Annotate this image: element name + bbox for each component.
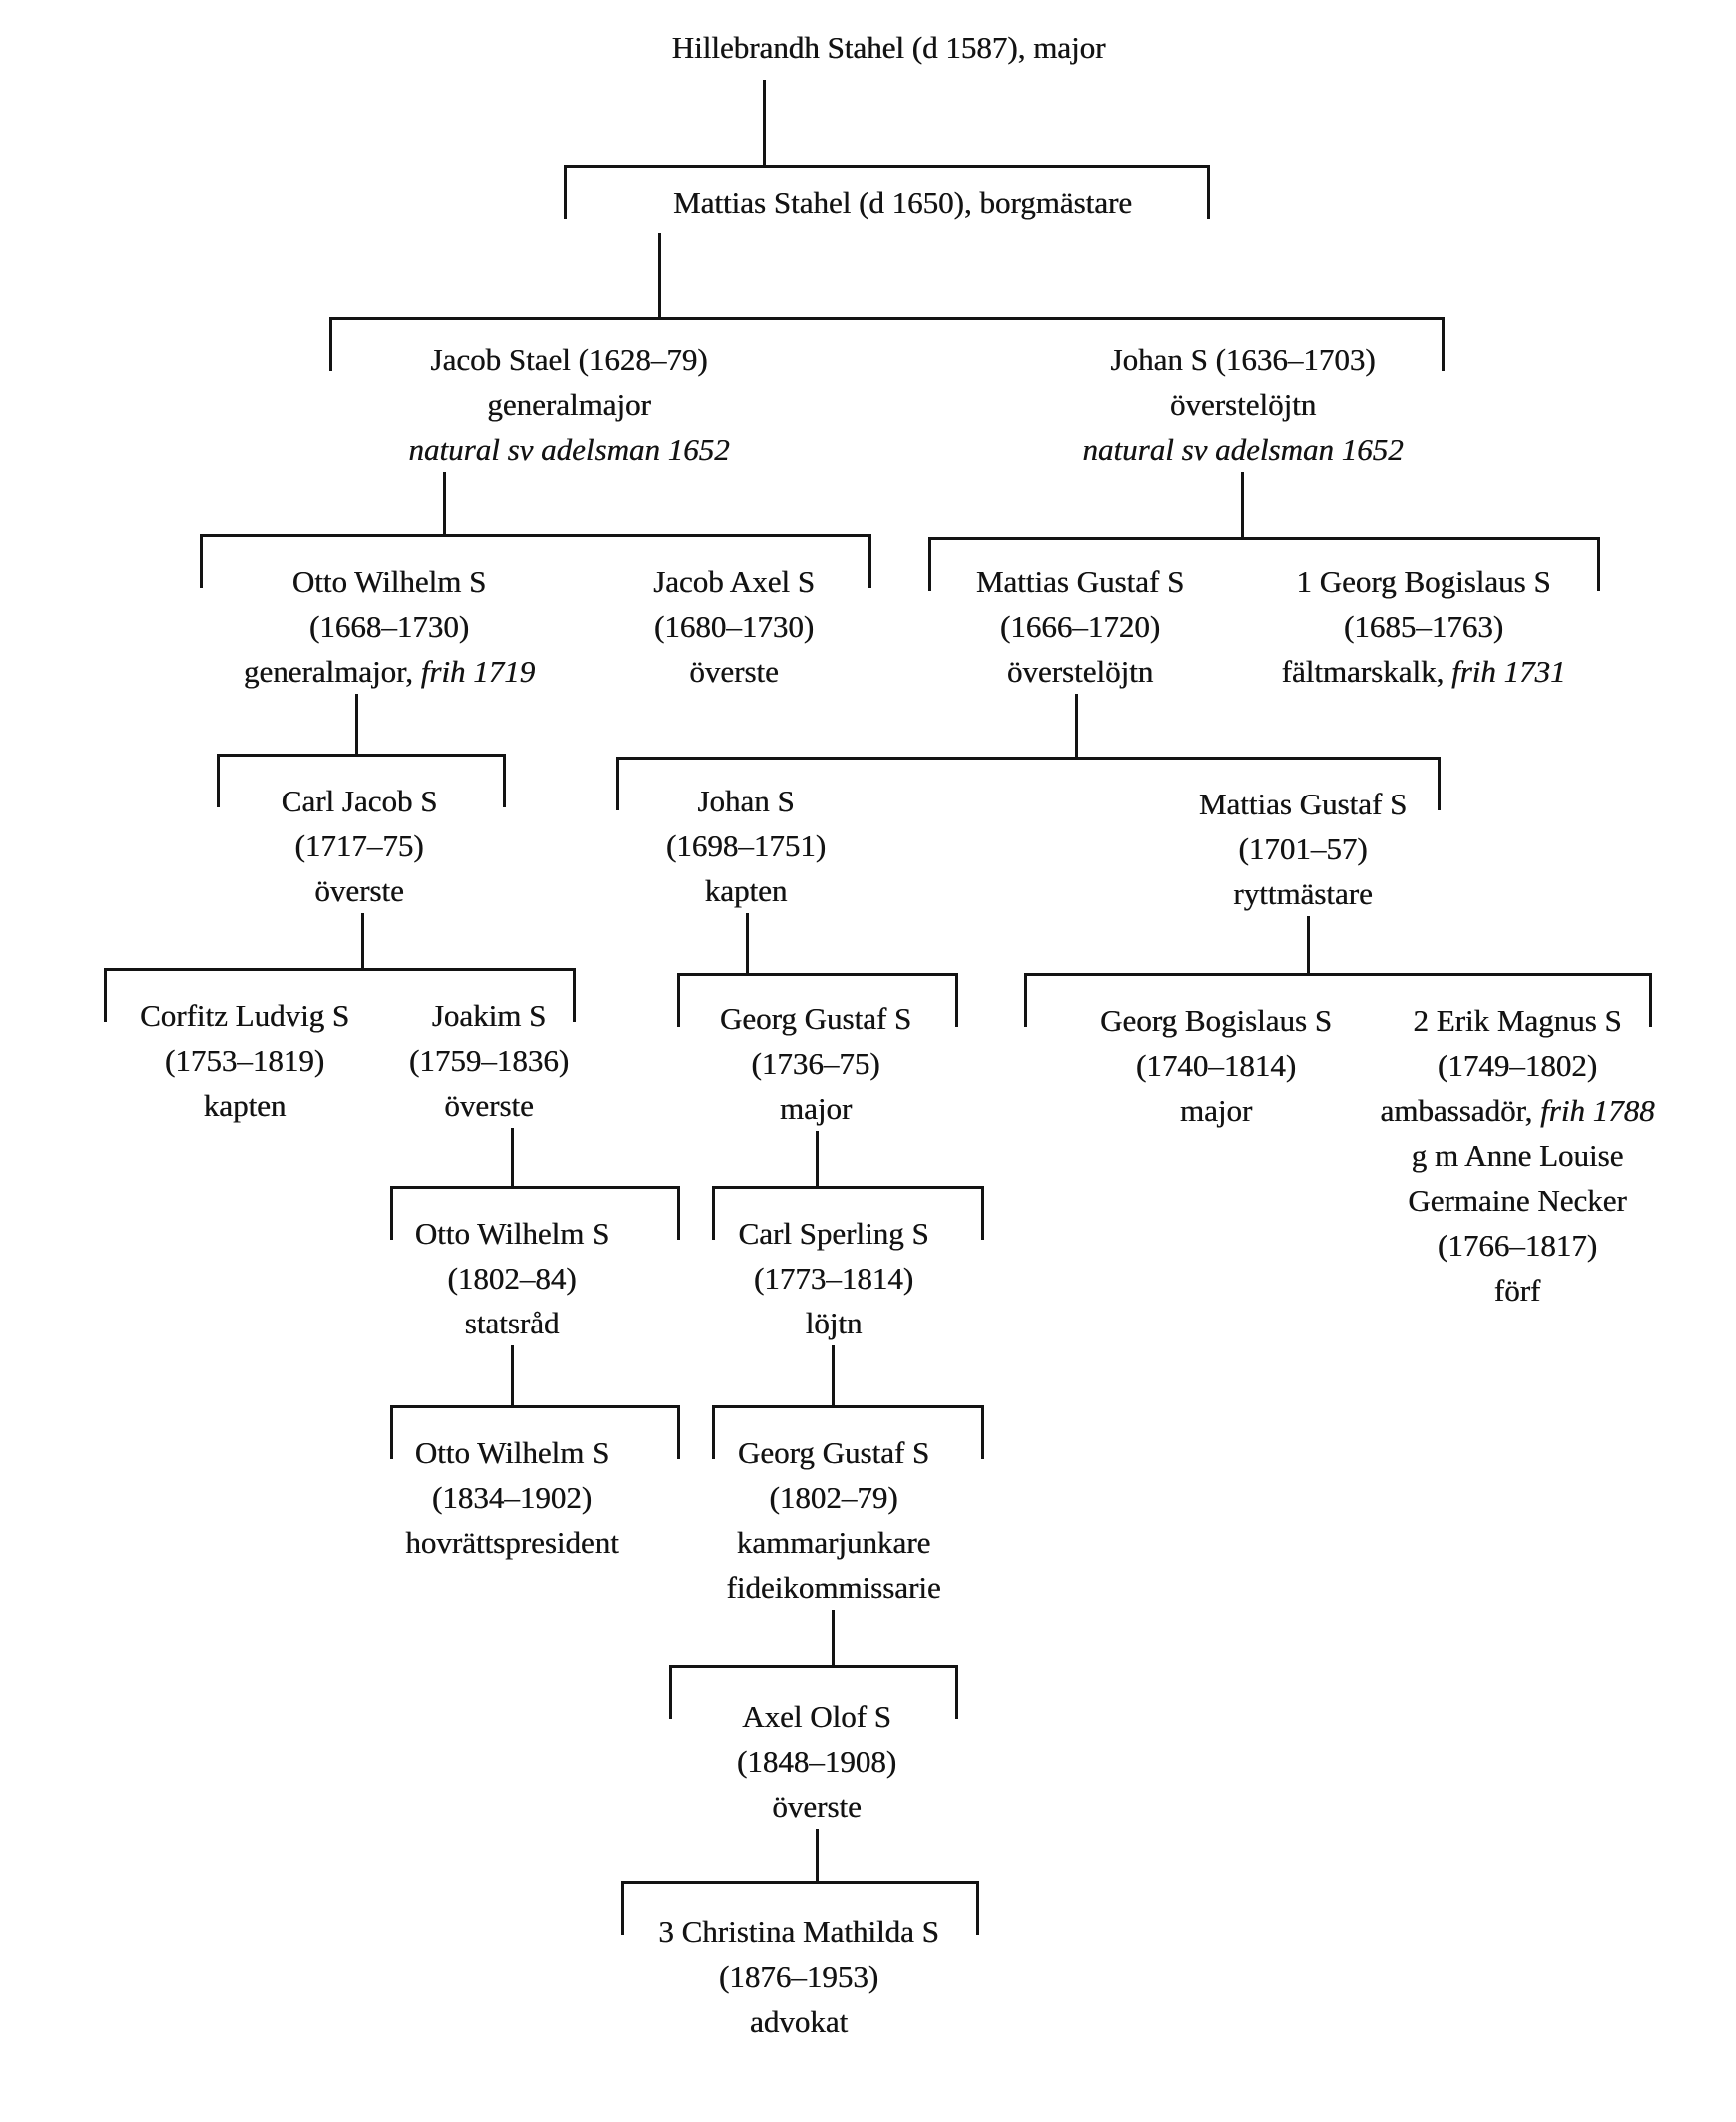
person-role: överste bbox=[772, 1789, 862, 1824]
bracket-children-of-georggustaf1736 bbox=[712, 1186, 984, 1240]
person-role: ryttmästare bbox=[1233, 876, 1373, 911]
person-role: major bbox=[779, 1091, 853, 1126]
person-years: (1834–1902) bbox=[431, 1480, 593, 1515]
bracket-children-of-carljacob bbox=[104, 968, 576, 1022]
person-years: (1736–75) bbox=[751, 1046, 880, 1081]
person-years: (1680–1730) bbox=[653, 609, 815, 644]
person-years: (1876–1953) bbox=[718, 1959, 879, 1994]
person-role: generalmajor bbox=[487, 387, 651, 422]
bracket-children-of-joakim bbox=[390, 1186, 680, 1240]
person-role-2: fideikommissarie bbox=[726, 1570, 941, 1605]
bracket-children-of-georggustaf1802 bbox=[669, 1665, 958, 1719]
person-role-italic: frih 1731 bbox=[1450, 654, 1566, 689]
person-name: Georg Gustaf S bbox=[737, 1435, 930, 1470]
person-name: Mattias Stahel (d 1650), borgmästare bbox=[672, 185, 1133, 220]
person-years: (1802–79) bbox=[769, 1480, 898, 1515]
person-role-text: fältmarskalk, bbox=[1281, 654, 1451, 689]
person-role: överstelöjtn bbox=[1006, 654, 1154, 689]
connector-otto1668-to-children bbox=[355, 694, 358, 754]
person-name: Otto Wilhelm S bbox=[291, 564, 487, 599]
person-role-italic: frih 1788 bbox=[1540, 1093, 1655, 1128]
connector-joakim-to-children bbox=[511, 1128, 514, 1186]
bracket-children-of-otto1802 bbox=[390, 1405, 680, 1459]
person-years: (1717–75) bbox=[294, 828, 424, 863]
connector-mattias-to-children bbox=[658, 233, 661, 317]
bracket-children-of-carlsperling bbox=[712, 1405, 984, 1459]
person-hillebrandh-stahel bbox=[672, 25, 1106, 70]
bracket-children-of-mattias1666 bbox=[616, 757, 1441, 810]
person-role: överste bbox=[689, 654, 779, 689]
person-role: överste bbox=[444, 1088, 534, 1123]
person-spouse-line: Germaine Necker bbox=[1408, 1183, 1627, 1218]
person-years: (1740–1814) bbox=[1135, 1048, 1297, 1083]
person-role-text: generalmajor, bbox=[243, 654, 421, 689]
connector-carlsperling-to-children bbox=[832, 1345, 835, 1405]
person-note: natural sv adelsman 1652 bbox=[408, 432, 730, 467]
connector-georggustaf1736-to-children bbox=[816, 1131, 819, 1186]
person-years: (1848–1908) bbox=[736, 1744, 897, 1779]
person-name: Otto Wilhelm S bbox=[414, 1435, 610, 1470]
person-role: överste bbox=[314, 873, 404, 908]
person-erik-magnus-s-1749 bbox=[1380, 998, 1654, 1313]
person-years: (1698–1751) bbox=[665, 828, 827, 863]
person-years: (1749–1802) bbox=[1437, 1048, 1598, 1083]
bracket-children-of-axelolof bbox=[621, 1881, 979, 1935]
person-role: överstelöjtn bbox=[1169, 387, 1317, 422]
person-name: Georg Bogislaus S bbox=[1100, 1003, 1332, 1038]
connector-mattias1666-to-children bbox=[1075, 694, 1078, 757]
person-spouse-line: g m Anne Louise bbox=[1411, 1138, 1624, 1173]
person-role: advokat bbox=[749, 2004, 849, 2039]
person-note: natural sv adelsman 1652 bbox=[1082, 432, 1404, 467]
person-name: Corfitz Ludvig S bbox=[139, 998, 350, 1033]
bracket-children-of-johan1698 bbox=[677, 973, 958, 1027]
person-role: kapten bbox=[704, 873, 788, 908]
person-name: 3 Christina Mathilda S bbox=[658, 1914, 939, 1949]
person-name: Otto Wilhelm S bbox=[414, 1216, 610, 1251]
person-years: (1802–84) bbox=[447, 1261, 577, 1296]
person-years: (1668–1730) bbox=[308, 609, 470, 644]
connector-johan1636-to-children bbox=[1241, 472, 1244, 537]
person-name: Georg Gustaf S bbox=[719, 1001, 912, 1036]
person-role: hovrättspresident bbox=[405, 1525, 619, 1560]
person-name: Joakim S bbox=[431, 998, 547, 1033]
connector-johan1698-to-children bbox=[746, 913, 749, 973]
connector-georggustaf1802-to-children bbox=[832, 1610, 835, 1665]
bracket-children-of-otto1668 bbox=[217, 754, 506, 807]
connector-otto1802-to-children bbox=[511, 1345, 514, 1405]
person-name: Axel Olof S bbox=[742, 1699, 891, 1734]
connector-axelolof-to-children bbox=[816, 1829, 819, 1881]
person-spouse-years: (1766–1817) bbox=[1437, 1228, 1598, 1263]
person-role-text: ambassadör, bbox=[1380, 1093, 1541, 1128]
person-role: kammarjunkare bbox=[736, 1525, 931, 1560]
person-name: 1 Georg Bogislaus S bbox=[1296, 564, 1551, 599]
person-name: Mattias Gustaf S bbox=[1198, 787, 1408, 821]
person-name: 2 Erik Magnus S bbox=[1413, 1003, 1622, 1038]
person-years: (1773–1814) bbox=[753, 1261, 914, 1296]
person-role-italic: frih 1719 bbox=[420, 654, 536, 689]
person-role: major bbox=[1179, 1093, 1253, 1128]
person-years: (1759–1836) bbox=[408, 1043, 570, 1078]
person-name: Jacob Axel S bbox=[653, 564, 815, 599]
person-name: Hillebrandh Stahel (d 1587), major bbox=[671, 30, 1106, 65]
person-name: Johan S bbox=[697, 784, 795, 818]
person-years: (1685–1763) bbox=[1343, 609, 1504, 644]
bracket-children-of-mattias1650 bbox=[329, 317, 1445, 371]
person-role bbox=[1282, 649, 1566, 694]
person-role: statsråd bbox=[464, 1306, 560, 1340]
person-role: löjtn bbox=[805, 1306, 863, 1340]
connector-hillebrandh-to-mattias bbox=[763, 80, 766, 165]
bracket-children-of-jacob1628 bbox=[200, 534, 871, 588]
person-role bbox=[244, 649, 535, 694]
person-name: Carl Sperling S bbox=[738, 1216, 929, 1251]
person-name: Carl Jacob S bbox=[281, 784, 438, 818]
person-years: (1753–1819) bbox=[164, 1043, 325, 1078]
person-years: (1701–57) bbox=[1238, 831, 1368, 866]
connector-jacob1628-to-children bbox=[443, 472, 446, 534]
person-spouse-role: förf bbox=[1493, 1273, 1541, 1308]
person-years: (1666–1720) bbox=[999, 609, 1161, 644]
person-name: Johan S (1636–1703) bbox=[1110, 342, 1376, 377]
person-role: kapten bbox=[203, 1088, 287, 1123]
person-name: Mattias Gustaf S bbox=[975, 564, 1185, 599]
connector-carljacob-to-children bbox=[361, 913, 364, 968]
bracket-children-of-johan1636 bbox=[928, 537, 1600, 591]
bracket-children-of-hillebrandh bbox=[564, 165, 1210, 219]
connector-mattias1701-to-children bbox=[1307, 916, 1310, 973]
person-role bbox=[1380, 1088, 1654, 1133]
person-name: Jacob Stael (1628–79) bbox=[430, 342, 708, 377]
bracket-children-of-mattias1701 bbox=[1024, 973, 1652, 1027]
